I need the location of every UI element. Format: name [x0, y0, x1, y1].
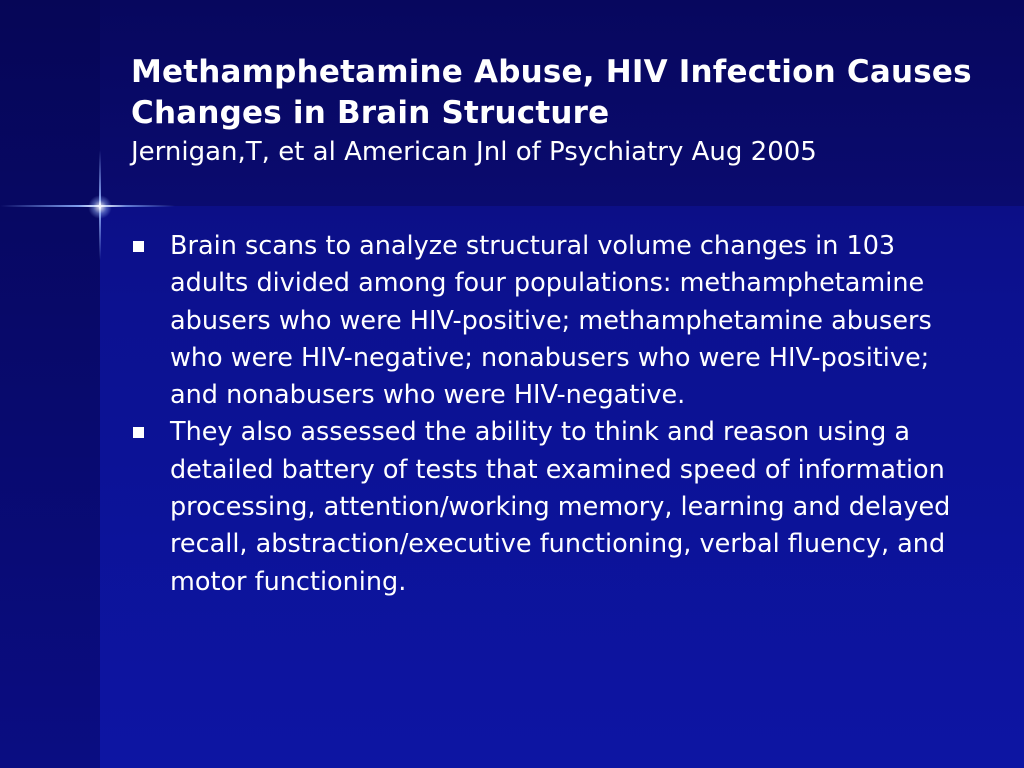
slide-title: Methamphetamine Abuse, HIV Infection Causes Changes in Brain Structure [131, 54, 972, 131]
square-bullet-icon [133, 427, 144, 438]
bullet-item [131, 228, 971, 414]
title-block [131, 52, 991, 170]
left-column-decoration [0, 0, 100, 768]
bullet-list [131, 228, 971, 601]
sparkle-icon [88, 195, 112, 219]
slide-subtitle: Jernigan,T, et al American Jnl of Psychiatry Aug 2005 [131, 137, 817, 167]
bullet-text: Brain scans to analyze structural volume changes in 103 adults divided among four populations: methamphetamine abusers who were HIV-positive; methamphetamine abusers who were HIV-negative; nonabusers who were HIV-positive; and nonabusers who were HIV-negative. [170, 231, 932, 411]
bullet-item [131, 414, 971, 600]
square-bullet-icon [133, 241, 144, 252]
bullet-text: They also assessed the ability to think and reason using a detailed battery of tests that examined speed of information processing, attention/working memory, learning and delayed recall, abstraction/executive functioning, verbal fluency, and motor functioning. [170, 417, 951, 597]
